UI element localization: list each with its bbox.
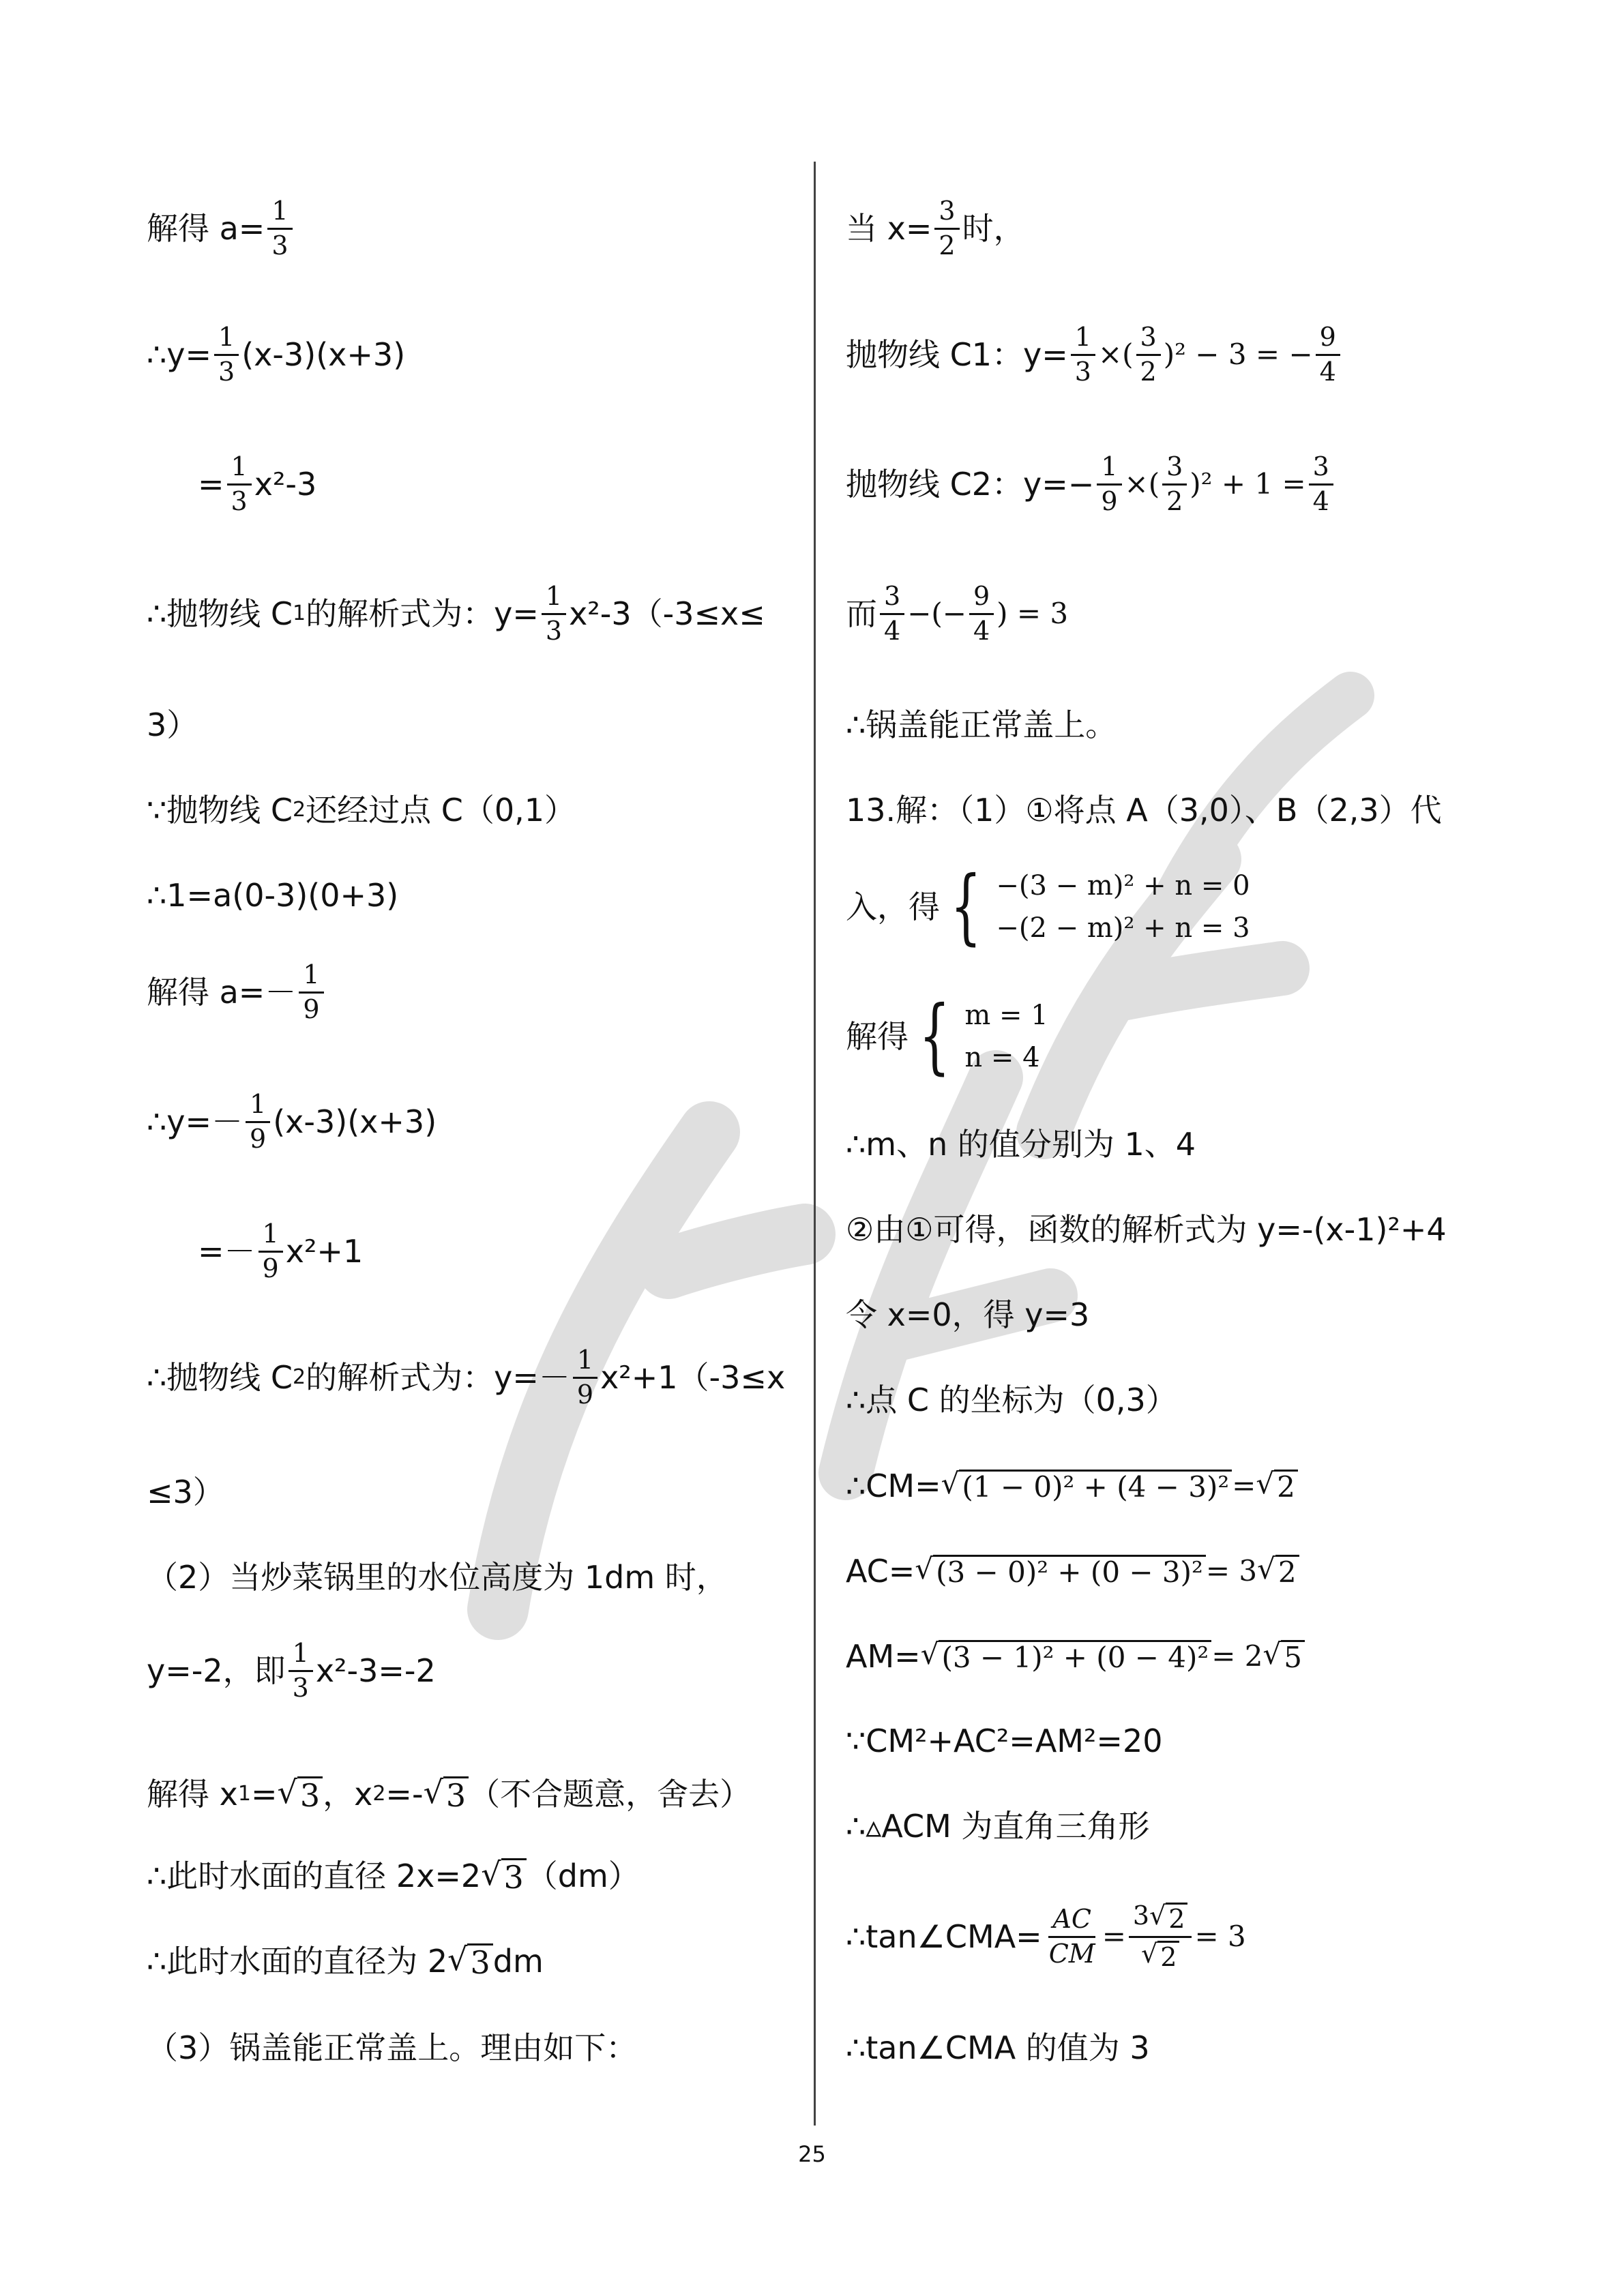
left-line-13 <box>147 1559 728 1596</box>
right-line-6 <box>846 792 1442 829</box>
denominator: 2 <box>1140 356 1157 387</box>
brace: { <box>950 859 982 954</box>
text: （不合题意，舍去） <box>469 1775 752 1813</box>
square-root: √ 3 <box>481 1858 527 1893</box>
fraction <box>267 198 292 260</box>
left-line-10 <box>198 1221 363 1283</box>
denominator: 3 <box>1074 356 1091 387</box>
text: 入，得 <box>846 889 940 925</box>
fraction <box>1136 324 1161 386</box>
denominator: 9 <box>250 1123 267 1154</box>
square-root: √ 2 <box>1256 1470 1298 1502</box>
right-line-15 <box>846 1637 1305 1675</box>
right-line-11 <box>846 1296 1090 1333</box>
left-line-8 <box>147 961 327 1024</box>
text: AC= <box>846 1552 915 1590</box>
denominator: 9 <box>262 1253 279 1283</box>
radicand: (3 − 0)² + (0 − 3)² <box>933 1555 1206 1587</box>
math-text: = 3 <box>1194 1920 1246 1954</box>
right-line-18 <box>846 1900 1246 1972</box>
text: = <box>198 466 224 503</box>
fraction <box>542 583 566 645</box>
left-line-7 <box>147 877 399 914</box>
text: ∴y=－ <box>147 1103 243 1141</box>
text: x²-3（-3≤x≤ <box>569 595 765 633</box>
denominator: 3 <box>218 356 235 387</box>
square-root: √ 2 <box>1149 1903 1187 1933</box>
radicand: 5 <box>1281 1640 1305 1672</box>
numerator: 1 <box>227 453 252 486</box>
column-divider <box>814 162 816 2126</box>
denominator <box>1137 1938 1183 1971</box>
text: 抛物线 C1：y= <box>846 336 1068 374</box>
text: ∵CM²+AC²=AM²=20 <box>846 1723 1163 1759</box>
equation-system <box>940 859 1250 954</box>
right-line-3 <box>846 453 1336 516</box>
denominator: 9 <box>1101 486 1118 516</box>
text: ∴抛物线 C <box>147 595 293 633</box>
numerator: 3 <box>1309 453 1333 486</box>
text: 13.解：（1）①将点 A（3,0）、B（2,3）代 <box>846 792 1442 829</box>
text: ∴抛物线 C <box>147 1359 293 1397</box>
text: （3）锅盖能正常盖上。理由如下： <box>147 2029 638 2066</box>
numerator: 1 <box>267 198 292 230</box>
denominator: 9 <box>576 1379 594 1410</box>
text: x²-3=-2 <box>315 1652 436 1690</box>
right-line-5 <box>846 706 1117 743</box>
denominator: 2 <box>1166 486 1183 516</box>
right-line-2 <box>846 324 1343 386</box>
brace: { <box>919 989 951 1084</box>
right-line-8 <box>846 989 1048 1084</box>
text: （2）当炒菜锅里的水位高度为 1dm 时， <box>147 1559 728 1596</box>
denominator: 4 <box>1319 356 1336 387</box>
text: （dm） <box>526 1857 640 1894</box>
fraction <box>1316 324 1340 386</box>
numerator: 1 <box>289 1640 313 1672</box>
numerator: 1 <box>542 583 566 615</box>
numerator: 9 <box>1316 324 1340 356</box>
text: x²+1（-3≤x <box>600 1359 786 1397</box>
left-line-15 <box>147 1774 752 1814</box>
right-line-1 <box>846 198 1025 260</box>
math-text: ) = 3 <box>996 597 1069 631</box>
numerator: 1 <box>299 961 323 994</box>
radicand: 2 <box>1157 1941 1179 1971</box>
right-line-14 <box>846 1552 1299 1590</box>
radicand: 2 <box>1274 1470 1298 1502</box>
denominator: 4 <box>973 615 990 646</box>
subscript: 1 <box>293 601 306 626</box>
numerator: AC <box>1048 1906 1095 1938</box>
subscript: 2 <box>293 1365 306 1390</box>
text: =- <box>385 1775 424 1813</box>
radicand: 3 <box>467 1943 492 1978</box>
denominator: 4 <box>1312 486 1329 516</box>
left-line-5 <box>147 706 198 743</box>
fraction <box>227 453 252 516</box>
math-text: = <box>1232 1468 1256 1502</box>
equation: −(2 − m)² + n = 3 <box>996 912 1250 944</box>
text: y=-2，即 <box>147 1652 286 1690</box>
numerator: 1 <box>246 1091 270 1123</box>
text: 解得 a= <box>147 210 265 248</box>
subscript: 2 <box>293 798 306 822</box>
text: AM= <box>846 1637 921 1675</box>
right-line-12 <box>846 1384 1177 1416</box>
fraction <box>969 583 994 645</box>
text: 解得 x <box>147 1775 238 1813</box>
left-line-9 <box>147 1091 437 1153</box>
left-line-2 <box>147 324 405 386</box>
fraction <box>934 198 959 260</box>
text: ∴此时水面的直径为 2 <box>147 1942 448 1980</box>
denominator: 3 <box>231 486 248 516</box>
text: ≤3） <box>147 1474 224 1510</box>
numerator: 1 <box>573 1347 597 1379</box>
fraction <box>1045 1906 1099 1968</box>
numerator: 3 <box>880 583 904 615</box>
numerator <box>1129 1900 1192 1938</box>
text: x²+1 <box>285 1233 364 1270</box>
square-root: √ 3 <box>447 1943 493 1978</box>
math-text: ×( <box>1097 338 1134 372</box>
math-text: )² − 3 = − <box>1163 338 1313 372</box>
fraction <box>259 1221 283 1283</box>
text: ∴锅盖能正常盖上。 <box>846 706 1117 743</box>
subscript: 1 <box>237 1781 251 1806</box>
denominator: 2 <box>939 230 956 260</box>
square-root: √ 5 <box>1263 1640 1305 1672</box>
left-line-14 <box>147 1640 436 1702</box>
text: ∴1=a(0-3)(0+3) <box>147 877 399 914</box>
text: ∴tan∠CMA= <box>846 1918 1042 1956</box>
text: 抛物线 C2：y=− <box>846 466 1095 503</box>
math-text: ×( <box>1124 467 1160 501</box>
left-line-3 <box>198 453 316 516</box>
right-line-19 <box>846 2029 1150 2066</box>
numerator: 3 <box>1162 453 1187 486</box>
text: (x-3)(x+3) <box>241 336 406 374</box>
text: (x-3)(x+3) <box>273 1103 437 1141</box>
left-line-6 <box>147 792 576 829</box>
numerator: 1 <box>1071 324 1095 356</box>
denominator: CM <box>1048 1938 1095 1969</box>
coefficient: 3 <box>1132 1900 1150 1930</box>
fraction <box>289 1640 313 1702</box>
numerator: 3 <box>934 198 959 230</box>
fraction <box>1097 453 1121 516</box>
text: 解得 <box>846 1018 909 1055</box>
left-line-12 <box>147 1476 224 1508</box>
text: ∴点 C 的坐标为（0,3） <box>846 1382 1177 1418</box>
text: ∴m、n 的值分别为 1、4 <box>846 1126 1196 1163</box>
right-line-10 <box>846 1211 1447 1248</box>
radicand: 2 <box>1166 1903 1187 1933</box>
numerator: 1 <box>214 324 239 356</box>
text: ∴y= <box>147 336 212 374</box>
text: ∴tan∠CMA 的值为 3 <box>846 2029 1150 2066</box>
equation-rows <box>996 872 1250 942</box>
left-line-16 <box>147 1855 640 1896</box>
right-line-16 <box>846 1725 1163 1757</box>
equation: n = 4 <box>964 1042 1040 1073</box>
radicand: 2 <box>1275 1555 1299 1587</box>
denominator: 9 <box>303 994 320 1024</box>
right-line-7 <box>846 859 1250 954</box>
text: x²-3 <box>254 466 317 503</box>
fraction <box>1309 453 1333 516</box>
fraction <box>214 324 239 386</box>
equation: m = 1 <box>964 1000 1048 1031</box>
fraction <box>573 1347 597 1409</box>
numerator: 1 <box>1097 453 1121 486</box>
fraction <box>1129 1900 1192 1972</box>
denominator: 3 <box>271 230 289 260</box>
radicand: (3 − 1)² + (0 − 4)² <box>939 1640 1211 1672</box>
text: 解得 a=－ <box>147 974 297 1011</box>
text: ∴▵ACM 为直角三角形 <box>846 1808 1150 1845</box>
math-text: = 2 <box>1211 1639 1263 1673</box>
fraction <box>246 1091 270 1153</box>
radicand: (1 − 0)² + (4 − 3)² <box>959 1470 1232 1502</box>
text: 而 <box>846 595 877 633</box>
radicand: 3 <box>443 1776 469 1811</box>
fraction <box>1071 324 1095 386</box>
denominator: 3 <box>545 615 563 646</box>
radicand: 3 <box>501 1858 527 1893</box>
text: 令 x=0，得 y=3 <box>846 1296 1090 1333</box>
square-root: √ 2 <box>1257 1555 1299 1587</box>
square-root: √ 3 <box>424 1776 469 1811</box>
right-line-4 <box>846 583 1068 645</box>
right-line-17 <box>846 1808 1150 1845</box>
square-root: √ (1 − 0)² + (4 − 3)² <box>941 1470 1232 1502</box>
right-line-9 <box>846 1126 1196 1163</box>
subscript: 2 <box>372 1781 386 1806</box>
left-line-18 <box>147 2029 638 2066</box>
numerator: 1 <box>259 1221 283 1253</box>
text: 的解析式为：y= <box>306 595 539 633</box>
text: = <box>250 1775 278 1813</box>
text: ∴CM= <box>846 1467 941 1504</box>
text: dm <box>492 1942 544 1980</box>
text: 的解析式为：y=－ <box>306 1359 570 1397</box>
equation-rows <box>964 1002 1048 1071</box>
text: ，x <box>323 1775 373 1813</box>
page-number: 25 <box>798 2141 826 2167</box>
left-line-11 <box>147 1347 785 1409</box>
numerator: 9 <box>969 583 994 615</box>
math-text: −(− <box>907 597 966 631</box>
math-text: = 3 <box>1205 1553 1258 1587</box>
fraction <box>1162 453 1187 516</box>
denominator: 3 <box>292 1672 309 1703</box>
text: 时， <box>962 210 1025 248</box>
denominator: 4 <box>884 615 901 646</box>
equation-system <box>909 989 1048 1084</box>
math-text: )² + 1 = <box>1190 467 1306 501</box>
numerator: 3 <box>1136 324 1161 356</box>
right-line-13 <box>846 1467 1298 1504</box>
text: ∵抛物线 C <box>147 792 293 829</box>
math-text: = <box>1102 1920 1126 1954</box>
square-root: √ (3 − 1)² + (0 − 4)² <box>921 1640 1212 1672</box>
left-line-17 <box>147 1941 544 1981</box>
square-root: √ (3 − 0)² + (0 − 3)² <box>915 1555 1206 1587</box>
fraction <box>880 583 904 645</box>
left-line-4 <box>147 583 765 645</box>
text: 当 x= <box>846 210 932 248</box>
left-line-1 <box>147 198 295 260</box>
fraction <box>299 961 323 1024</box>
text: =－ <box>198 1233 256 1270</box>
text: 还经过点 C（0,1） <box>306 792 576 829</box>
square-root: √ 3 <box>278 1776 323 1811</box>
text: 3） <box>147 706 198 743</box>
radicand: 3 <box>297 1776 323 1811</box>
text: ②由①可得，函数的解析式为 y=-(x-1)²+4 <box>846 1211 1447 1248</box>
text: ∴此时水面的直径 2x=2 <box>147 1857 482 1894</box>
square-root: √ 2 <box>1141 1941 1179 1971</box>
equation: −(3 − m)² + n = 0 <box>996 870 1250 901</box>
